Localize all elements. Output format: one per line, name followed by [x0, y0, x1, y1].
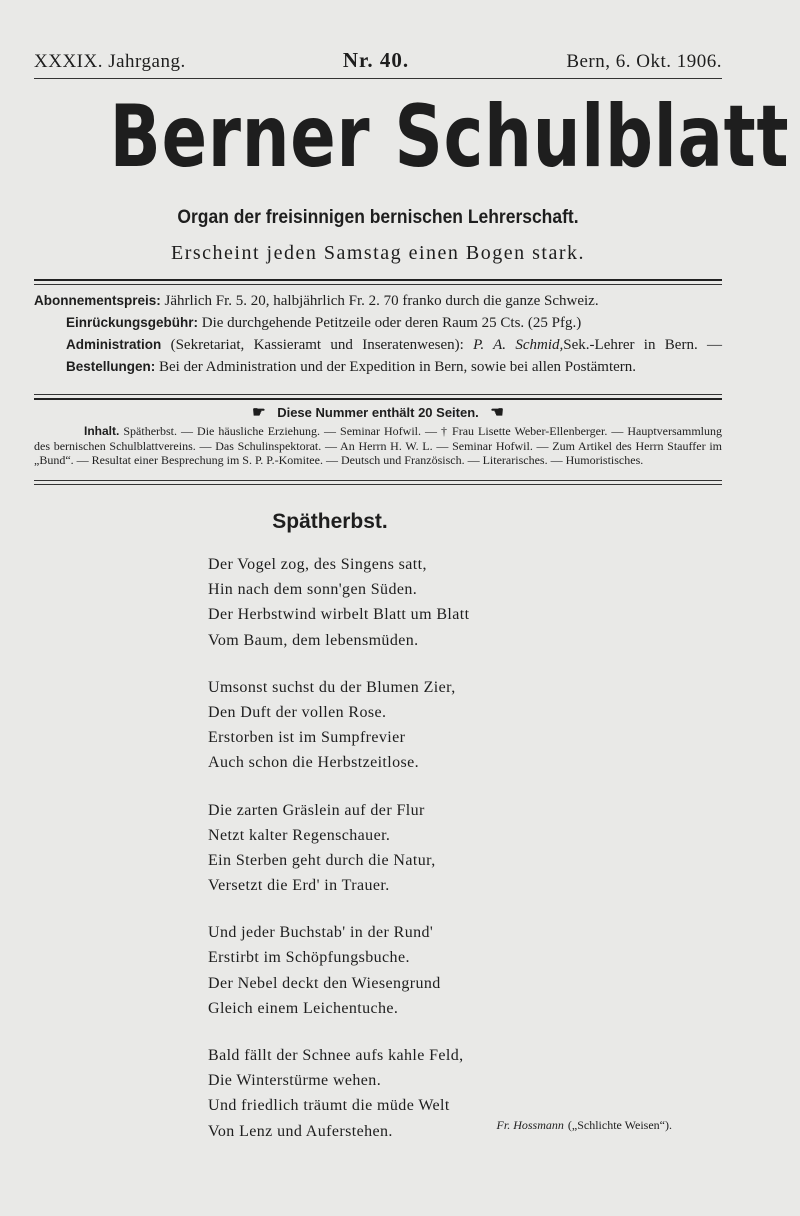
poem-line: Ein Sterben geht durch die Natur, — [208, 851, 436, 869]
poem-line: Der Vogel zog, des Singens satt, — [208, 556, 427, 573]
fee-label: Einrückungsgebühr: — [66, 315, 199, 330]
divider — [34, 78, 722, 79]
divider — [34, 394, 722, 395]
masthead-subtitle: Organ der freisinnigen bernischen Lehrerschaft. — [177, 207, 579, 228]
poem-line: Die Winterstürme wehen. — [208, 1072, 382, 1090]
poem-stanza — [208, 675, 469, 776]
poem-line: Versetzt die Erd' in Trauer. — [208, 877, 390, 895]
pointing-hand-right-icon: ☛ — [252, 404, 266, 421]
issue-header — [34, 48, 722, 73]
poem-line: Und friedlich träumt die müde Welt — [208, 1097, 450, 1115]
poem-line: Der Herbstwind wirbelt Blatt um Blatt — [208, 606, 470, 624]
poem-line: Der Nebel deckt den Wiesengrund — [208, 974, 441, 992]
poem-line: Hin nach dem sonn'gen Süden. — [208, 581, 418, 599]
abo-text: Jährlich Fr. 5. 20, halbjährlich Fr. 2. 70 franko durch die ganze Schweiz. — [164, 293, 599, 309]
order-text: Bei der Administration und der Expedition in Bern, sowie bei allen Postämtern. — [159, 359, 637, 375]
poem-stanza — [208, 552, 469, 653]
abo-label: Abonnementspreis: — [34, 293, 161, 308]
poem-title: Spätherbst. — [272, 510, 388, 533]
divider — [34, 480, 722, 481]
poem-stanza — [208, 920, 469, 1021]
divider — [34, 398, 722, 400]
masthead-title: Berner Schulblatt — [109, 87, 790, 187]
admin-text: (Sekretariat, Kassieramt und Inseratenwesen): — [170, 337, 464, 353]
poem-line: Erstirbt im Schöpfungsbuche. — [208, 949, 410, 967]
contents-label: Inhalt. — [84, 424, 120, 438]
divider — [34, 284, 722, 285]
poem-line: Und jeder Buchstab' in der Rund' — [208, 924, 434, 942]
divider — [34, 279, 722, 281]
admin-name: P. A. Schmid, — [473, 337, 564, 353]
poem-line: Gleich einem Leichentuche. — [208, 999, 399, 1017]
poem-line: Von Lenz und Auferstehen. — [208, 1122, 393, 1140]
poem-line: Bald fällt der Schnee aufs kahle Feld, — [208, 1047, 464, 1064]
poem-stanza — [208, 1043, 469, 1144]
poem-line: Netzt kalter Regenschauer. — [208, 826, 391, 844]
volume-label: XXXIX. Jahrgang. — [34, 51, 186, 72]
subscription-info — [34, 290, 722, 378]
poem-line: Den Duft der vollen Rose. — [208, 703, 387, 721]
contents-text: Spätherbst. — Die häusliche Erziehung. — Seminar Hofwil. — † Frau Lisette Weber-Ellenberger. — Hauptversammlung des bernischen Schulblattvereins. — Das Schulinspektorat. — An Herrn H. W. L. — Seminar Hofwil. — Zum Artikel des Herrn Stauffer im „Bund“. — Resultat einer Besprechung im S. P. P.-Komitee. — Deutsch und Französisch. — Literarisches. — Humoristisches. — [34, 424, 723, 467]
place-date: Bern, 6. Okt. 1906. — [566, 51, 722, 72]
poem-line: Umsonst suchst du der Blumen Zier, — [208, 678, 456, 696]
admin-label: Administration — [66, 337, 162, 352]
poem-body — [208, 552, 469, 1166]
notice-text: Diese Nummer enthält 20 Seiten. — [277, 405, 479, 420]
admin-text2: Sek.-Lehrer in Bern. — — [563, 337, 722, 353]
poem-source: („Schlichte Weisen“). — [567, 1118, 672, 1132]
poem-stanza — [208, 798, 469, 899]
poem-author: Fr. Hossmann — [496, 1118, 564, 1132]
fee-text: Die durchgehende Petitzeile oder deren Raum 25 Cts. (25 Pfg.) — [201, 315, 582, 331]
poem-line: Vom Baum, dem lebensmüden. — [208, 631, 419, 649]
poem-line: Die zarten Gräslein auf der Flur — [208, 801, 425, 819]
page-count-notice — [34, 403, 722, 421]
masthead-tagline: Erscheint jeden Samstag einen Bogen stark. — [170, 242, 585, 264]
pointing-hand-left-icon: ☚ — [490, 404, 504, 421]
poem-line: Auch schon die Herbstzeitlose. — [208, 754, 420, 772]
table-of-contents — [34, 424, 722, 468]
divider — [34, 484, 722, 485]
poem-line: Erstorben ist im Sumpfrevier — [208, 729, 406, 747]
poem-credit — [497, 1118, 672, 1133]
issue-number: Nr. 40. — [342, 48, 410, 72]
order-label: Bestellungen: — [66, 359, 156, 374]
